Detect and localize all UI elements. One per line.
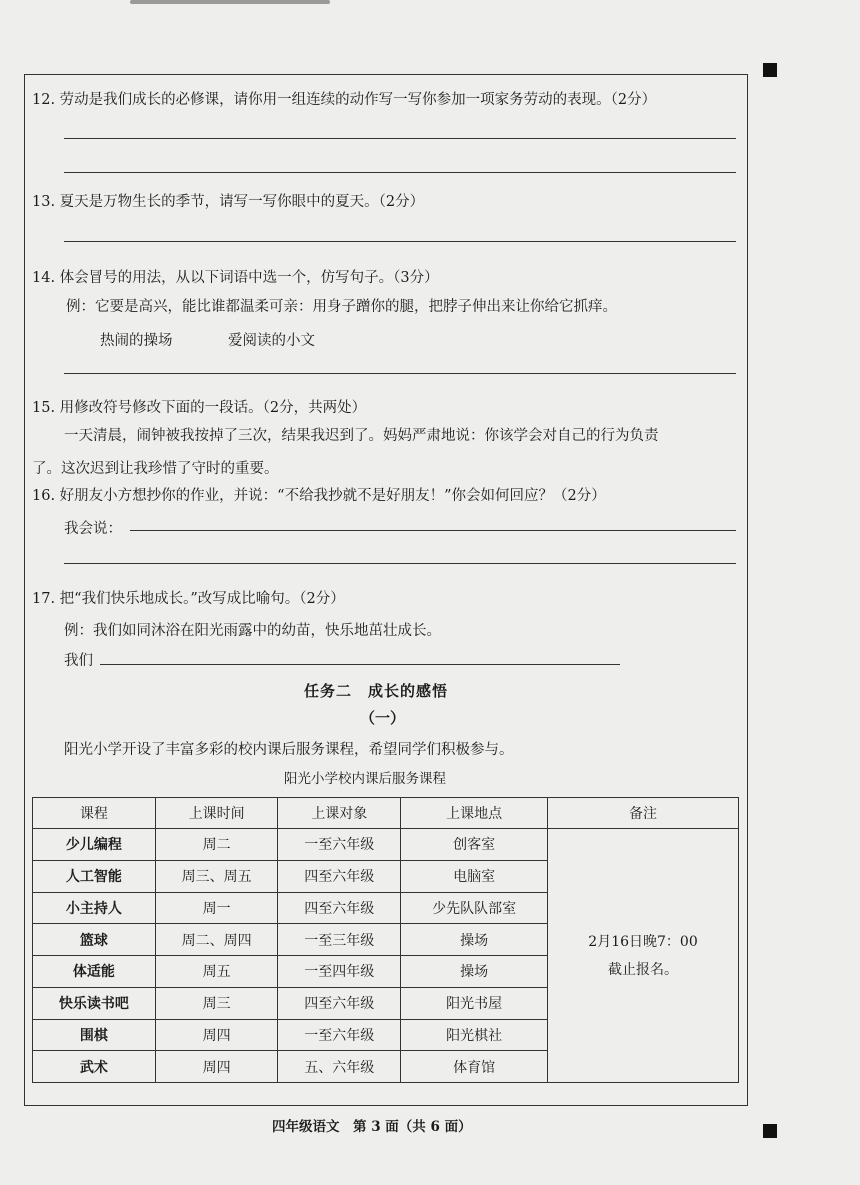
question-13: 13. 夏天是万物生长的季节，请写一写你眼中的夏天。（2分） xyxy=(32,194,425,210)
intro-text: 阳光小学开设了丰富多彩的校内课后服务课程，希望同学们积极参与。 xyxy=(64,742,514,758)
course-name: 少儿编程 xyxy=(33,829,156,861)
answer-line[interactable] xyxy=(100,664,620,665)
question-15: 15. 用修改符号修改下面的一段话。（2分，共两处） xyxy=(32,400,367,416)
subsection-title: （一） xyxy=(360,709,406,727)
course-location: 少先队队部室 xyxy=(401,892,548,924)
course-grade: 四至六年级 xyxy=(278,860,401,892)
course-name: 体适能 xyxy=(33,956,156,988)
course-time: 周四 xyxy=(155,1051,278,1083)
answer-line[interactable] xyxy=(64,138,736,139)
answer-line[interactable] xyxy=(64,241,736,242)
header-cell: 上课地点 xyxy=(401,798,548,829)
course-grade: 一至四年级 xyxy=(278,956,401,988)
table-header-row xyxy=(33,798,739,829)
question-17-example: 例：我们如同沐浴在阳光雨露中的幼苗，快乐地茁壮成长。 xyxy=(64,623,441,639)
registration-mark-top xyxy=(763,63,777,77)
course-location: 电脑室 xyxy=(401,860,548,892)
note-cell xyxy=(548,829,739,1083)
scan-smudge xyxy=(130,0,330,4)
question-15-paragraph: 一天清晨，闹钟被我按掉了三次，结果我迟到了。妈妈严肃地说：你该学会对自己的行为负责 xyxy=(64,428,659,444)
course-time: 周一 xyxy=(155,892,278,924)
course-location: 体育馆 xyxy=(401,1051,548,1083)
header-cell: 上课对象 xyxy=(278,798,401,829)
table-caption: 阳光小学校内课后服务课程 xyxy=(284,771,446,787)
answer-line[interactable] xyxy=(130,530,736,531)
course-grade: 五、六年级 xyxy=(278,1051,401,1083)
course-location: 创客室 xyxy=(401,829,548,861)
course-name: 小主持人 xyxy=(33,892,156,924)
course-location: 操场 xyxy=(401,924,548,956)
course-time: 周三 xyxy=(155,987,278,1019)
course-table xyxy=(32,797,739,1083)
course-time: 周二 xyxy=(155,829,278,861)
course-location: 操场 xyxy=(401,956,548,988)
question-15-paragraph: 了。这次迟到让我珍惜了守时的重要。 xyxy=(32,461,279,477)
answer-line[interactable] xyxy=(64,172,736,173)
note-closing: 截止报名。 xyxy=(608,961,679,978)
course-time: 周三、周五 xyxy=(155,860,278,892)
table-row xyxy=(33,829,739,861)
registration-mark-bottom xyxy=(763,1124,777,1138)
answer-line[interactable] xyxy=(64,563,736,564)
question-14: 14. 体会冒号的用法，从以下词语中选一个，仿写句子。（3分） xyxy=(32,270,439,286)
course-time: 周二、周四 xyxy=(155,924,278,956)
course-grade: 一至三年级 xyxy=(278,924,401,956)
option-word: 热闹的操场 xyxy=(100,333,173,349)
course-name: 武术 xyxy=(33,1051,156,1083)
course-grade: 一至六年级 xyxy=(278,829,401,861)
question-12: 12. 劳动是我们成长的必修课，请你用一组连续的动作写一写你参加一项家务劳动的表现。（2分） xyxy=(32,92,657,108)
course-location: 阳光棋社 xyxy=(401,1019,548,1051)
header-cell: 备注 xyxy=(548,798,739,829)
answer-prompt: 我会说： xyxy=(64,521,122,537)
course-time: 周四 xyxy=(155,1019,278,1051)
course-name: 人工智能 xyxy=(33,860,156,892)
question-14-example: 例：它要是高兴，能比谁都温柔可亲：用身子蹭你的腿，把脖子伸出来让你给它抓痒。 xyxy=(66,299,617,315)
section-title: 任务二 成长的感悟 xyxy=(304,682,449,700)
answer-prompt: 我们 xyxy=(64,653,93,669)
course-name: 快乐读书吧 xyxy=(33,987,156,1019)
course-time: 周五 xyxy=(155,956,278,988)
option-word: 爱阅读的小文 xyxy=(228,333,315,349)
course-grade: 四至六年级 xyxy=(278,987,401,1019)
course-name: 围棋 xyxy=(33,1019,156,1051)
course-grade: 四至六年级 xyxy=(278,892,401,924)
header-cell: 上课时间 xyxy=(155,798,278,829)
page-footer: 四年级语文 第 3 面（共 6 面） xyxy=(272,1119,472,1135)
question-17: 17. 把“我们快乐地成长。”改写成比喻句。（2分） xyxy=(32,591,345,607)
header-cell: 课程 xyxy=(33,798,156,829)
course-grade: 一至六年级 xyxy=(278,1019,401,1051)
course-name: 篮球 xyxy=(33,924,156,956)
question-16: 16. 好朋友小方想抄你的作业，并说：“不给我抄就不是好朋友！”你会如何回应？（2分） xyxy=(32,488,606,504)
course-location: 阳光书屋 xyxy=(401,987,548,1019)
note-deadline: 2月16日晚7：00 xyxy=(588,933,698,950)
answer-line[interactable] xyxy=(64,373,736,374)
